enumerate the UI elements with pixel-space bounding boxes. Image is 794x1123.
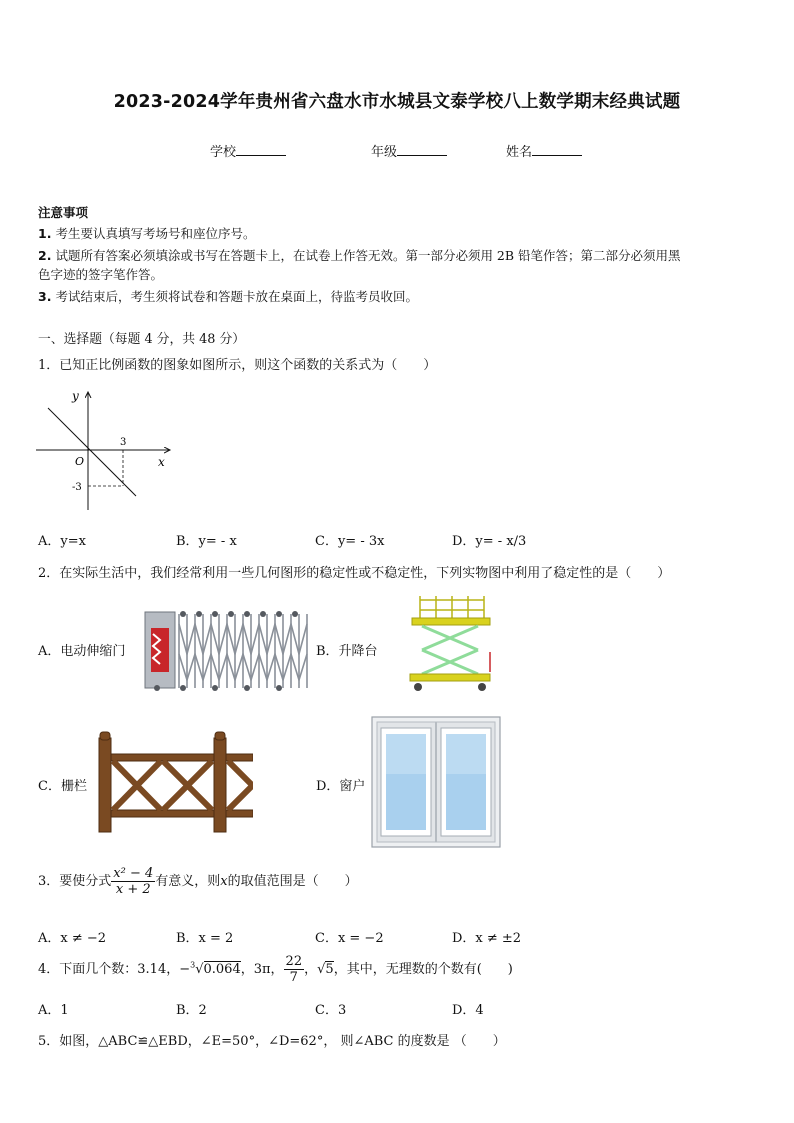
question-3-stem (38, 866, 358, 897)
q2-option-b[interactable]: B．升降台 (316, 644, 378, 659)
q1-option-d[interactable]: D．y= - x/3 (452, 534, 527, 549)
q2-option-a[interactable]: A．电动伸缩门 (38, 644, 126, 659)
notice-text: 考生要认真填写考场号和座位序号。 (55, 226, 256, 241)
q4-mid: ，3π， (240, 962, 284, 977)
q3-fraction (111, 866, 155, 897)
q1-option-c[interactable]: C．y= - 3x (315, 534, 385, 549)
q4-frac-den: 7 (289, 970, 298, 985)
q4-cube-index: 3 (190, 960, 196, 970)
q4-option-a[interactable]: A．1 (38, 1003, 69, 1018)
q1-graph (36, 388, 178, 514)
notice-text: 试题所有答案必须填涂或书写在答题卡上，在试卷上作答无效。第一部分必须用 2B 铅笔作答；第二部分必须用黑 (55, 248, 681, 263)
tick-neg3: -3 (72, 482, 82, 493)
notice-item (38, 287, 418, 305)
x-label: x (158, 455, 165, 469)
y-label: y (72, 389, 79, 403)
q4-stem-end: ，其中，无理数的个数有( ) (333, 962, 513, 977)
q4-option-d[interactable]: D．4 (452, 1003, 484, 1018)
notice-num: 1. (38, 226, 52, 241)
q3-frac-den: x + 2 (115, 882, 151, 897)
origin-label: O (75, 455, 85, 468)
school-field[interactable] (210, 141, 286, 160)
lift-platform-image (406, 592, 494, 698)
q3-option-d[interactable]: D．x ≠ ±2 (452, 931, 522, 946)
q4-fraction (284, 954, 305, 985)
q3-var: x (220, 874, 228, 889)
electric-gate-image (143, 604, 313, 692)
notice-item (38, 224, 255, 242)
question-1-stem: 1．已知正比例函数的图象如图所示，则这个函数的关系式为（ ） (38, 358, 437, 373)
fence-image (95, 730, 253, 834)
tick-3: 3 (120, 437, 127, 448)
notice-text: 考试结束后，考生须将试卷和答题卡放在桌面上，待监考员收回。 (55, 289, 418, 304)
question-2-stem: 2．在实际生活中，我们经常利用一些几何图形的稳定性或不稳定性，下列实物图中利用了稳定性的是（ ） (38, 566, 671, 581)
notice-item (38, 246, 681, 264)
q4-stem-pre: 4．下面几个数：3.14，− (38, 962, 191, 977)
q3-frac-num: x² − 4 (113, 866, 154, 881)
notice-heading: 注意事项 (38, 205, 89, 220)
question-5-stem: 5．如图，△ABC≌△EBD，∠E=50°，∠D=62°， 则∠ABC 的度数是 （ ） (38, 1034, 506, 1049)
question-4-stem: 4．下面几个数：3.14，−$^3$√0.064，3π， $\frac{22}{7}$ ，√5，其中，无理数的个数有( ) (38, 954, 513, 985)
q4-option-b[interactable]: B．2 (176, 1003, 207, 1018)
page-title: 2023-2024学年贵州省六盘水市水城县文泰学校八上数学期末经典试题 (113, 92, 681, 112)
q3-option-b[interactable]: B．x = 2 (176, 931, 234, 946)
name-field[interactable] (506, 141, 582, 160)
q3-option-a[interactable]: A．x ≠ −2 (38, 931, 107, 946)
name-label: 姓名 (506, 145, 533, 160)
q1-option-a[interactable]: A．y=x (38, 534, 86, 549)
grade-field[interactable] (371, 141, 447, 160)
q3-stem-pre: 3．要使分式 (38, 874, 112, 889)
school-label: 学校 (210, 145, 237, 160)
q4-cube-radicand: 0.064 (203, 962, 241, 977)
window-image (371, 716, 501, 848)
q4-sqrt-radicand: 5 (325, 962, 334, 977)
notice-num: 2. (38, 248, 52, 263)
notice-item (38, 265, 163, 283)
q3-stem-end: 的取值范围是（ ） (227, 874, 358, 889)
q3-stem-post: 有意义，则 (155, 874, 221, 889)
q2-option-c[interactable]: C．栅栏 (38, 779, 87, 794)
q4-option-c[interactable]: C．3 (315, 1003, 347, 1018)
q4-frac-num: 22 (285, 954, 303, 969)
section-heading: 一、选择题（每题 4 分，共 48 分） (38, 332, 246, 347)
notice-text: 色字迹的签字笔作答。 (38, 267, 164, 282)
notice-num: 3. (38, 289, 52, 304)
grade-label: 年级 (371, 145, 398, 160)
q2-option-d[interactable]: D．窗户 (316, 779, 366, 794)
q1-option-b[interactable]: B．y= - x (176, 534, 237, 549)
q3-option-c[interactable]: C．x = −2 (315, 931, 384, 946)
